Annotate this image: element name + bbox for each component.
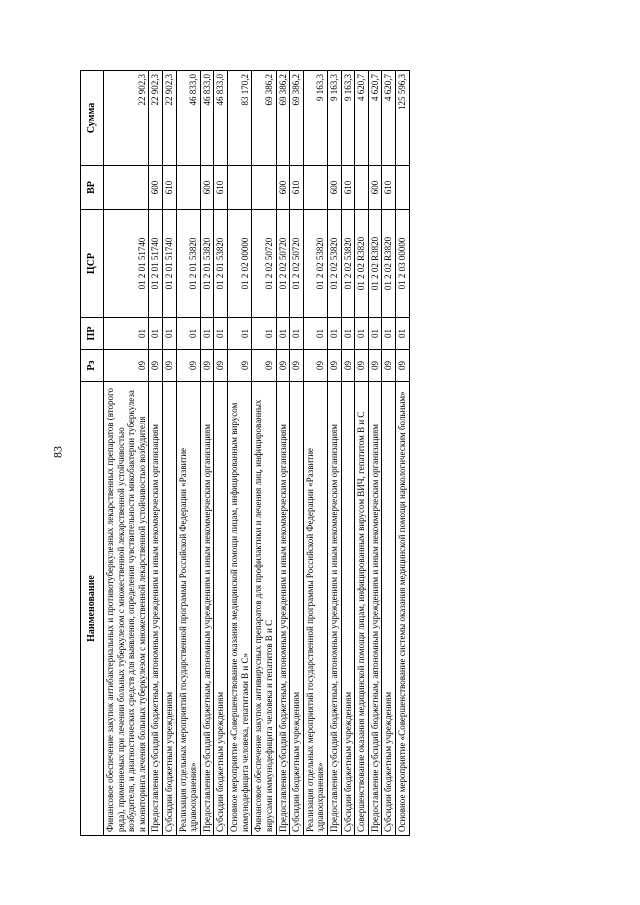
row-vr: 600: [327, 166, 341, 210]
row-vr: [176, 166, 200, 210]
table-row: [341, 71, 355, 836]
row-vr: [228, 166, 252, 210]
table-row: [368, 71, 382, 836]
row-csr: 01 2 02 50720: [290, 210, 304, 318]
row-rz: 09: [276, 350, 290, 382]
header-name: Наименование: [81, 382, 104, 836]
row-rz: 09: [382, 350, 396, 382]
row-rz: 09: [200, 350, 214, 382]
row-rz: 09: [341, 350, 355, 382]
row-sum: 69 386,2: [290, 71, 304, 166]
row-sum: 125 596,3: [396, 71, 410, 166]
row-pr: 01: [228, 318, 252, 350]
row-csr: 01 2 02 R3820: [382, 210, 396, 318]
row-pr: 01: [214, 318, 228, 350]
row-sum: 4 620,7: [382, 71, 396, 166]
row-rz: 09: [228, 350, 252, 382]
row-rz: 09: [368, 350, 382, 382]
row-sum: 69 386,2: [276, 71, 290, 166]
row-pr: 01: [341, 318, 355, 350]
row-pr: 01: [149, 318, 163, 350]
rotated-page-content: [80, 71, 590, 836]
budget-table: [80, 70, 410, 836]
table-row: [214, 71, 228, 836]
row-rz: 09: [396, 350, 410, 382]
row-name: Основное мероприятие «Совершенствование оказания медицинской помощи лицам, инфицированным вирусом иммунодефицита человека, гепатитами B и C»: [228, 382, 252, 836]
table-row: [276, 71, 290, 836]
row-sum: 46 833,0: [176, 71, 200, 166]
row-name: Предоставление субсидий бюджетным, автономным учреждениям и иным некоммерческим организациям: [200, 382, 214, 836]
row-rz: 09: [290, 350, 304, 382]
row-vr: 610: [290, 166, 304, 210]
row-vr: [355, 166, 369, 210]
row-sum: 46 833,0: [200, 71, 214, 166]
row-name: Реализация отдельных мероприятий государственной программы Российской Федерации «Развитие здравоохранения»: [303, 382, 327, 836]
row-name: Субсидии бюджетным учреждениям: [341, 382, 355, 836]
row-csr: 01 2 02 53820: [341, 210, 355, 318]
row-pr: 01: [104, 318, 149, 350]
header-pr: ПР: [81, 318, 104, 350]
table-row: [290, 71, 304, 836]
row-pr: 01: [368, 318, 382, 350]
row-vr: [252, 166, 276, 210]
table-row: [252, 71, 276, 836]
row-name: Финансовое обеспечение закупок антивирусных препаратов для профилактики и лечения лиц, инфицированных вирусами иммунодефицита человека и гепатитов B и C: [252, 382, 276, 836]
row-rz: 09: [104, 350, 149, 382]
row-sum: 46 833,0: [214, 71, 228, 166]
table-row: [327, 71, 341, 836]
row-vr: 610: [382, 166, 396, 210]
row-rz: 09: [355, 350, 369, 382]
row-csr: 01 2 02 50720: [252, 210, 276, 318]
row-name: Субсидии бюджетным учреждениям: [163, 382, 177, 836]
table-row: [163, 71, 177, 836]
row-vr: 610: [214, 166, 228, 210]
row-sum: 4 620,7: [355, 71, 369, 166]
row-csr: 01 2 03 00000: [396, 210, 410, 318]
row-rz: 09: [252, 350, 276, 382]
row-pr: 01: [252, 318, 276, 350]
table-row: [303, 71, 327, 836]
row-pr: 01: [303, 318, 327, 350]
table-row: [382, 71, 396, 836]
row-name: Субсидии бюджетным учреждениям: [290, 382, 304, 836]
row-sum: 9 163,3: [303, 71, 327, 166]
row-vr: 600: [276, 166, 290, 210]
row-sum: 22 902,3: [163, 71, 177, 166]
row-sum: 83 170,2: [228, 71, 252, 166]
row-rz: 09: [303, 350, 327, 382]
row-rz: 09: [214, 350, 228, 382]
row-sum: 9 163,3: [327, 71, 341, 166]
row-name: Субсидии бюджетным учреждениям: [382, 382, 396, 836]
row-pr: 01: [355, 318, 369, 350]
row-name: Реализация отдельных мероприятий государственной программы Российской Федерации «Развитие здравоохранения»: [176, 382, 200, 836]
row-sum: 22 902,3: [104, 71, 149, 166]
row-vr: 600: [149, 166, 163, 210]
row-sum: 69 386,2: [252, 71, 276, 166]
row-vr: 600: [368, 166, 382, 210]
row-sum: 9 163,3: [341, 71, 355, 166]
row-pr: 01: [163, 318, 177, 350]
row-name: Совершенствование оказания медицинской помощи лицам, инфицированным вирусом ВИЧ, гепатитом В и С: [355, 382, 369, 836]
row-name: Предоставление субсидий бюджетным, автономным учреждениям и иным некоммерческим организациям: [276, 382, 290, 836]
row-rz: 09: [149, 350, 163, 382]
row-csr: 01 2 02 53820: [303, 210, 327, 318]
row-csr: 01 2 01 53820: [214, 210, 228, 318]
row-csr: 01 2 02 00000: [228, 210, 252, 318]
row-vr: [303, 166, 327, 210]
row-csr: 01 2 01 51740: [104, 210, 149, 318]
row-pr: 01: [176, 318, 200, 350]
row-vr: [104, 166, 149, 210]
table-header-row: [81, 71, 104, 836]
table-row: [104, 71, 149, 836]
row-name: Субсидии бюджетным учреждениям: [214, 382, 228, 836]
header-csr: ЦСР: [81, 210, 104, 318]
row-csr: 01 2 02 R3820: [368, 210, 382, 318]
header-rz: Рз: [81, 350, 104, 382]
row-name: Предоставление субсидий бюджетным, автономным учреждениям и иным некоммерческим организациям: [327, 382, 341, 836]
row-name: Основное мероприятие «Совершенствование системы оказания медицинской помощи наркологическим больным»: [396, 382, 410, 836]
row-pr: 01: [290, 318, 304, 350]
row-rz: 09: [327, 350, 341, 382]
row-pr: 01: [382, 318, 396, 350]
row-csr: 01 2 02 R3820: [355, 210, 369, 318]
row-vr: 610: [341, 166, 355, 210]
row-name: Предоставление субсидий бюджетным, автономным учреждениям и иным некоммерческим организациям: [149, 382, 163, 836]
table-row: [355, 71, 369, 836]
row-pr: 01: [200, 318, 214, 350]
table-row: [149, 71, 163, 836]
row-csr: 01 2 02 50720: [276, 210, 290, 318]
table-row: [228, 71, 252, 836]
row-csr: 01 2 01 51740: [163, 210, 177, 318]
table-row: [396, 71, 410, 836]
row-vr: 610: [163, 166, 177, 210]
row-pr: 01: [396, 318, 410, 350]
header-sum: Сумма: [81, 71, 104, 166]
row-csr: 01 2 02 53820: [327, 210, 341, 318]
table-row: [200, 71, 214, 836]
row-rz: 09: [176, 350, 200, 382]
row-vr: [396, 166, 410, 210]
row-csr: 01 2 01 51740: [149, 210, 163, 318]
row-rz: 09: [163, 350, 177, 382]
row-sum: 4 620,7: [368, 71, 382, 166]
row-name: Финансовое обеспечение закупок антибактериальных и противотуберкулезных лекарственных препаратов (второго ряда), применяемых при лечении больных туберкулезом с множественной лекарственной устойчивостью возбудителя, и диагностических средств для выявления, определения чувствительности микобактерии туберкулеза и мониторинга лечения больных туберкулезом с множественной лекарственной устойчивостью возбудителя: [104, 382, 149, 836]
page-number: 83: [50, 446, 65, 458]
row-sum: 22 902,3: [149, 71, 163, 166]
row-vr: 600: [200, 166, 214, 210]
row-csr: 01 2 01 53820: [200, 210, 214, 318]
table-row: [176, 71, 200, 836]
header-vr: ВР: [81, 166, 104, 210]
row-name: Предоставление субсидий бюджетным, автономным учреждениям и иным некоммерческим организациям: [368, 382, 382, 836]
row-csr: 01 2 01 53820: [176, 210, 200, 318]
row-pr: 01: [327, 318, 341, 350]
row-pr: 01: [276, 318, 290, 350]
